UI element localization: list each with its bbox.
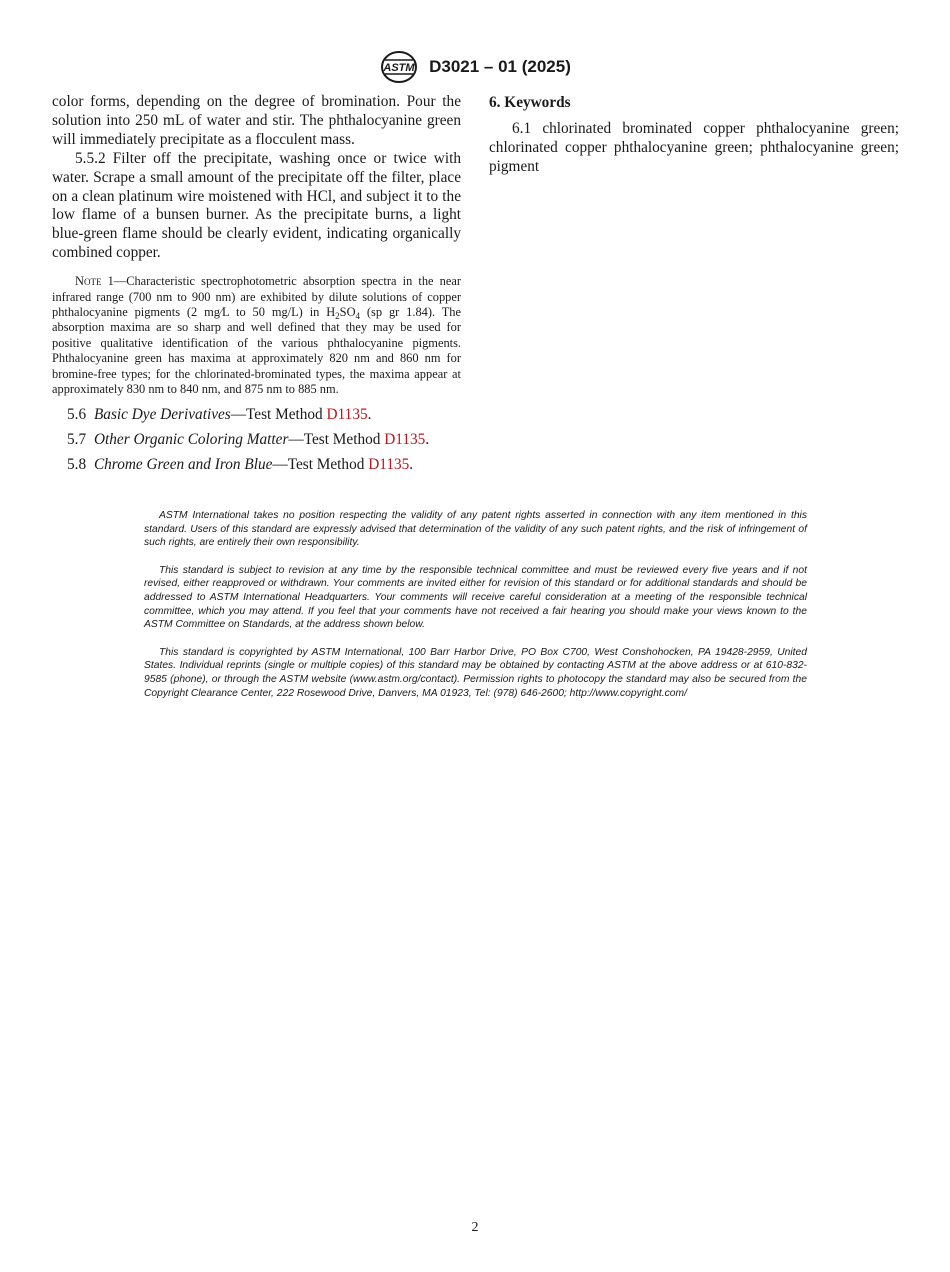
item-number: 5.6 bbox=[67, 406, 87, 424]
item-method: —Test Method bbox=[230, 406, 327, 424]
astm-logo-icon bbox=[379, 50, 419, 84]
item-number: 5.7 bbox=[67, 431, 87, 449]
note-number: 1 bbox=[107, 274, 114, 289]
revision-notice: This standard is subject to revision at any time by the responsible technical committee and must be reviewed every five years and if not revised, either reapproved or withdrawn. Your comments are invited either for revision of this standard or for additional standards and should be addressed to ASTM International Headquarters. Your comments will receive careful consideration at a meeting of the responsible technical committee, which you may attend. If you feel that your comments have not received a fair hearing you should make your views known to the ASTM Committee on Standards, at the address shown below. bbox=[144, 564, 807, 631]
item-end: . bbox=[425, 431, 430, 449]
item-title: Basic Dye Derivatives bbox=[93, 406, 231, 424]
note-text-a: —Characteristic spectrophotometric absorption spectra in the near infrared range (700 nm to 900 nm) are exhibited by dilute solutions of copper phthalocyanine pigments (2 mg⁄L to 50 mg/L) in H bbox=[52, 274, 462, 319]
page-number: 2 bbox=[471, 1220, 479, 1235]
item-number: 5.8 bbox=[67, 456, 87, 474]
paragraph-5-5-2: 5.5.2 Filter off the precipitate, washing once or twice with water. Scrape a small amount of the precipitate off the filter, place on a clean platinum wire moistened with HCl, and subject it to the low flame of a bunsen burner. As the precipitate burns, a light blue-green flame should be clearly evident, indicating organically combined copper. bbox=[52, 149, 461, 262]
item-title: Other Organic Coloring Matter bbox=[93, 431, 289, 449]
item-end: . bbox=[409, 456, 414, 474]
note-subscript-2: 4 bbox=[355, 310, 361, 321]
keywords-paragraph: 6.1 chlorinated brominated copper phthalocyanine green; chlorinated copper phthalocyanine green; phthalocyanine green; pigment bbox=[489, 119, 899, 175]
item-method: —Test Method bbox=[272, 456, 369, 474]
note-subscript-1: 2 bbox=[335, 310, 340, 321]
continued-paragraph: color forms, depending on the degree of bromination. Pour the solution into 250 mL of water and stir. The phthalocyanine green will immediately precipitate as a flocculent mass. bbox=[52, 93, 461, 148]
astm-notices bbox=[144, 509, 807, 700]
section-heading-keywords: 6. Keywords bbox=[489, 94, 571, 111]
d1135-link[interactable]: D1135 bbox=[384, 431, 426, 449]
d1135-link[interactable]: D1135 bbox=[368, 456, 410, 474]
item-title: Chrome Green and Iron Blue bbox=[93, 456, 273, 474]
patent-notice: ASTM International takes no position respecting the validity of any patent rights asserted in connection with any item mentioned in this standard. Users of this standard are expressly advised that determination of the validity of any such patent rights, and the risk of infringement of such rights, are entirely their own responsibility. bbox=[144, 510, 807, 549]
d1135-link[interactable]: D1135 bbox=[326, 406, 368, 424]
item-5-7 bbox=[52, 431, 461, 450]
copyright-notice: This standard is copyrighted by ASTM International, 100 Barr Harbor Drive, PO Box C700, West Conshohocken, PA 19428-2959, United States. Individual reprints (single or multiple copies) of this standard may be obtained by contacting ASTM at the above address or at 610-832-9585 (phone), or through the ASTM website (www.astm.org/contact). Permission rights to photocopy the standard may also be secured from the Copyright Clearance Center, 222 Rosewood Drive, Danvers, MA 01923, Tel: (978) 646-2600; http://www.copyright.com/ bbox=[144, 646, 807, 699]
note-text-c: (sp gr 1.84). The absorption maxima are so sharp and well defined that they may be used for positive qualitative identification of the various phthalocyanine pigments. Phthalocyanine green has maxima at approximately 820 nm and 860 nm for bromine-free types; for the chlorinated-brominated types, the maxima appear at approximately 830 nm to 840 nm, and 875 nm to 885 nm. bbox=[52, 304, 461, 396]
item-method: —Test Method bbox=[288, 431, 385, 449]
note-1 bbox=[52, 274, 461, 397]
left-column bbox=[52, 93, 461, 475]
page-header bbox=[0, 50, 950, 84]
item-5-8 bbox=[52, 456, 461, 475]
note-label: Note bbox=[75, 274, 102, 289]
item-end: . bbox=[367, 406, 372, 424]
svg-text:ASTM: ASTM bbox=[383, 62, 415, 74]
right-column bbox=[489, 93, 899, 177]
note-text-b: SO bbox=[339, 304, 356, 319]
standard-designation: D3021 – 01 (2025) bbox=[429, 57, 571, 76]
item-5-6 bbox=[52, 406, 461, 425]
